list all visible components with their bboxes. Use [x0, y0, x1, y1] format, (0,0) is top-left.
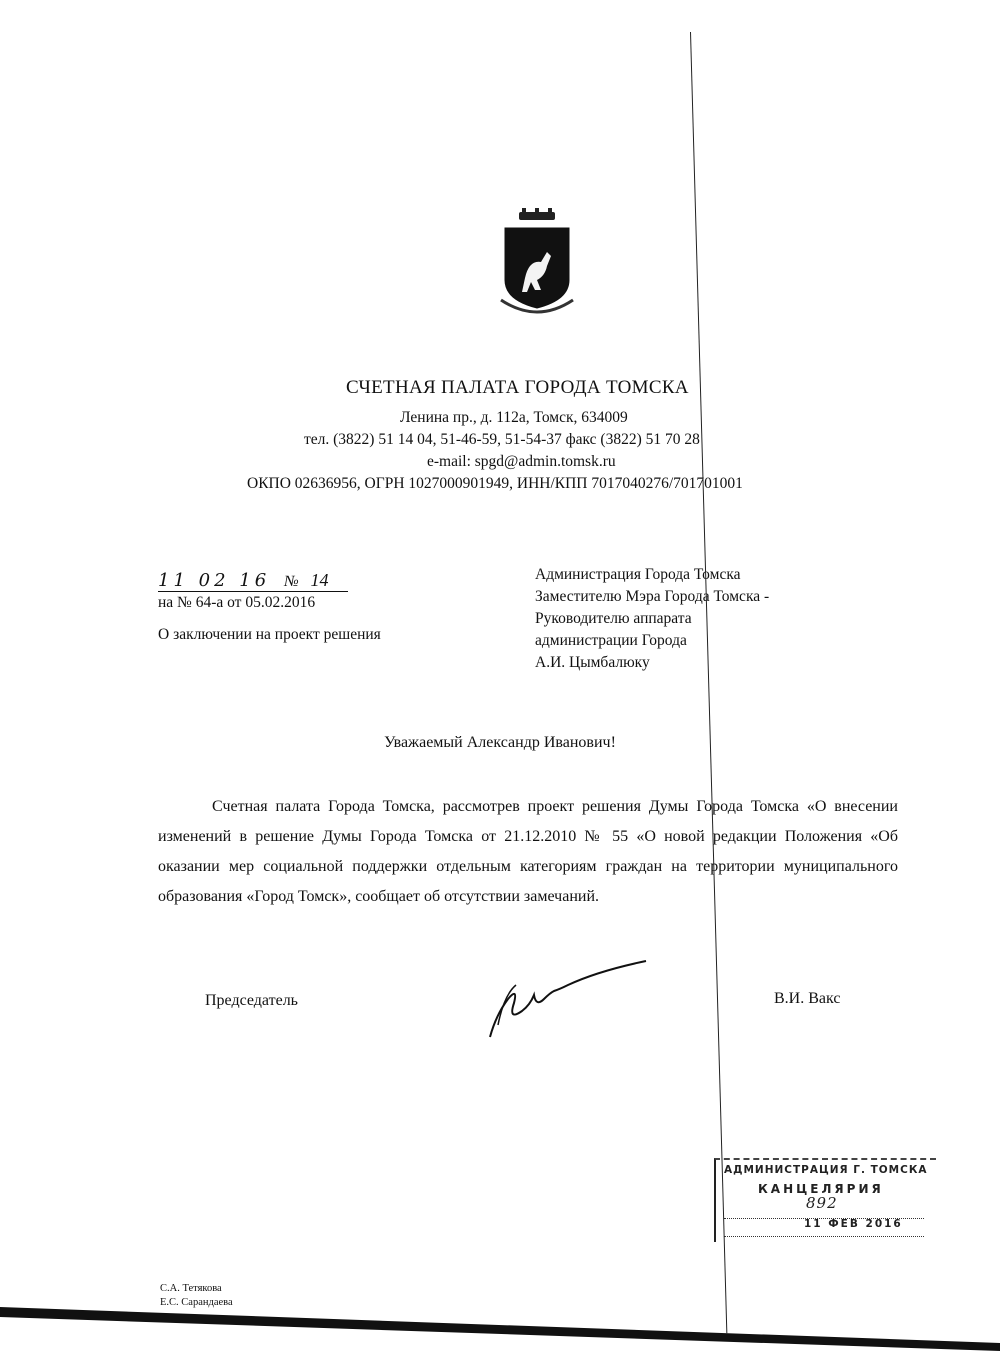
subject-line: О заключении на проект решения — [158, 626, 381, 643]
org-email: e-mail: spgd@admin.tomsk.ru — [427, 453, 616, 470]
outgoing-date-field — [158, 570, 348, 592]
salutation: Уважаемый Александр Иванович! — [384, 734, 616, 751]
scan-edge-shadow — [0, 1307, 1000, 1365]
recipient-line: А.И. Цымбалюку — [535, 654, 650, 671]
stamp-date-line — [724, 1218, 924, 1237]
stamp-in-number-line — [724, 1194, 924, 1219]
stamp-org: АДМИНИСТРАЦИЯ Г. ТОМСКА — [724, 1164, 928, 1176]
stamp-office: КАНЦЕЛЯРИЯ — [758, 1182, 884, 1196]
registration-stamp — [714, 1158, 936, 1242]
recipient-line: Заместителю Мэра Города Томска - — [535, 588, 770, 605]
stamp-date: 11 ФЕВ 2016 — [804, 1218, 903, 1230]
reference-block — [158, 570, 381, 644]
in-reply-line: на № 64-а от 05.02.2016 — [158, 594, 316, 611]
stamp-in-number: 892 — [806, 1194, 838, 1212]
executors — [160, 1282, 233, 1310]
city-coat-of-arms-icon — [497, 208, 577, 318]
org-codes: ОКПО 02636956, ОГРН 1027000901949, ИНН/КПП 7017040276/701701001 — [247, 475, 743, 492]
signature-icon — [478, 955, 653, 1045]
outgoing-date-hand: 11 02 16 — [158, 570, 271, 591]
org-name: СЧЕТНАЯ ПАЛАТА ГОРОДА ТОМСКА — [346, 377, 689, 398]
number-sign: № — [284, 573, 299, 590]
number-hand: 14 — [310, 570, 329, 590]
scan-fold-line — [690, 32, 728, 1342]
signer-name: В.И. Вакс — [774, 990, 841, 1007]
executor-name: Е.С. Сарандаева — [160, 1297, 233, 1308]
recipient-line: администрации Города — [535, 632, 687, 649]
org-phones: тел. (3822) 51 14 04, 51-46-59, 51-54-37 факс (3822) 51 70 28 — [304, 431, 700, 448]
recipient-line: Администрация Города Томска — [535, 566, 741, 583]
executor-name: С.А. Тетякова — [160, 1283, 222, 1294]
recipient-line: Руководителю аппарата — [535, 610, 692, 627]
letter-body: Счетная палата Города Томска, рассмотрев проект решения Думы Города Томска «О внесении изменений в решение Думы Города Томска от 21.12.2010 № 55 «О новой редакции Положения «Об оказании мер социальной поддержки отдельным категориям граждан на территории муниципального образования «Город Томск», сообщает об отсутствии замечаний. — [158, 798, 898, 905]
recipient-block — [535, 564, 769, 674]
org-address: Ленина пр., д. 112а, Томск, 634009 — [400, 409, 628, 426]
signer-role: Председатель — [205, 992, 298, 1009]
